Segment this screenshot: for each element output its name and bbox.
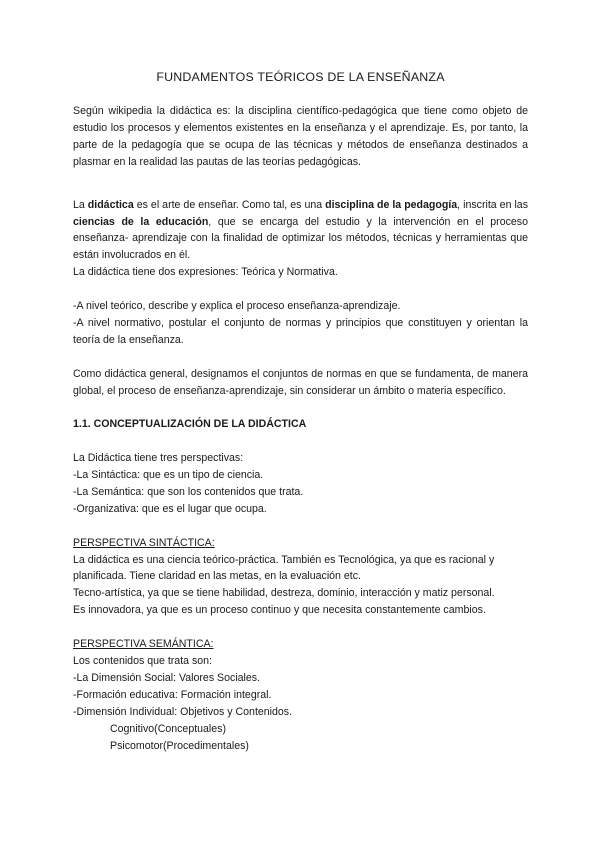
semantica-line: -Dimensión Individual: Objetivos y Contenidos. — [73, 705, 293, 718]
perspectives-line: -La Semántica: que son los contenidos que trata. — [73, 485, 304, 498]
sintactica-text: Tecno-artística, ya que se tiene habilidad, destreza, dominio, interacción y matiz personal. — [73, 587, 495, 600]
level-theoretical: -A nivel teórico, describe y explica el proceso enseñanza-aprendizaje. — [73, 300, 401, 313]
level-normative: -A nivel normativo, postular el conjunto de normas y principios que constituyen y orientan la teoría de la enseñanza. — [73, 316, 528, 346]
semantica-line: Los contenidos que trata son: — [73, 655, 212, 667]
semantica-subitem: Psicomotor(Procedimentales) — [110, 739, 249, 752]
sintactica-text: La didáctica es una ciencia teórico-práctica. También es Tecnológica, ya que es racional y planificada. Tiene claridad en las metas, en la evaluación etc. — [73, 553, 495, 583]
document-title: FUNDAMENTOS TEÓRICOS DE LA ENSEÑANZA — [156, 70, 445, 84]
perspectives-line: -La Sintáctica: que es un tipo de ciencia. — [73, 469, 264, 482]
general-paragraph: Como didáctica general, designamos el conjuntos de normas en que se fundamenta, de manera global, el proceso de enseñanza-aprendizaje, sin considerar un ámbito o materia específico. — [73, 367, 528, 397]
perspectives-line: La Didáctica tiene tres perspectivas: — [73, 452, 244, 465]
document-page — [73, 70, 528, 754]
section-heading: 1.1. CONCEPTUALIZACIÓN DE LA DIDÁCTICA — [73, 418, 307, 431]
semantica-heading: PERSPECTIVA SEMÁNTICA: — [73, 638, 214, 651]
sintactica-heading: PERSPECTIVA SINTÁCTICA: — [73, 536, 215, 549]
sintactica-text: Es innovadora, ya que es un proceso continuo y que necesita constantemente cambios. — [73, 604, 486, 617]
semantica-line: -La Dimensión Social: Valores Sociales. — [73, 671, 261, 684]
semantica-subitem: Cognitivo(Conceptuales) — [110, 722, 227, 735]
expressions-line: La didáctica tiene dos expresiones: Teórica y Normativa. — [73, 266, 338, 279]
definition-paragraph: La didáctica es el arte de enseñar. Como tal, es una disciplina de la pedagogía, inscrita en las ciencias de la educación, que se encarga del estudio y la intervención en el proceso enseñanza- aprendizaje con la finalidad de optimizar los métodos, técnicas y herramientas que están involucrados en él. — [73, 198, 529, 262]
intro-paragraph: Según wikipedia la didáctica es: la disciplina científico-pedagógica que tiene como objeto de estudio los procesos y elementos existentes en la enseñanza y el aprendizaje. Es, por tanto, la parte de la pedagogía que se ocupa de las técnicas y métodos de enseñanza destinados a plasmar en la realidad las pautas de las teorías pedagógicas. — [73, 105, 528, 168]
semantica-line: -Formación educativa: Formación integral. — [73, 688, 272, 701]
perspectives-line: -Organizativa: que es el lugar que ocupa. — [73, 502, 267, 515]
